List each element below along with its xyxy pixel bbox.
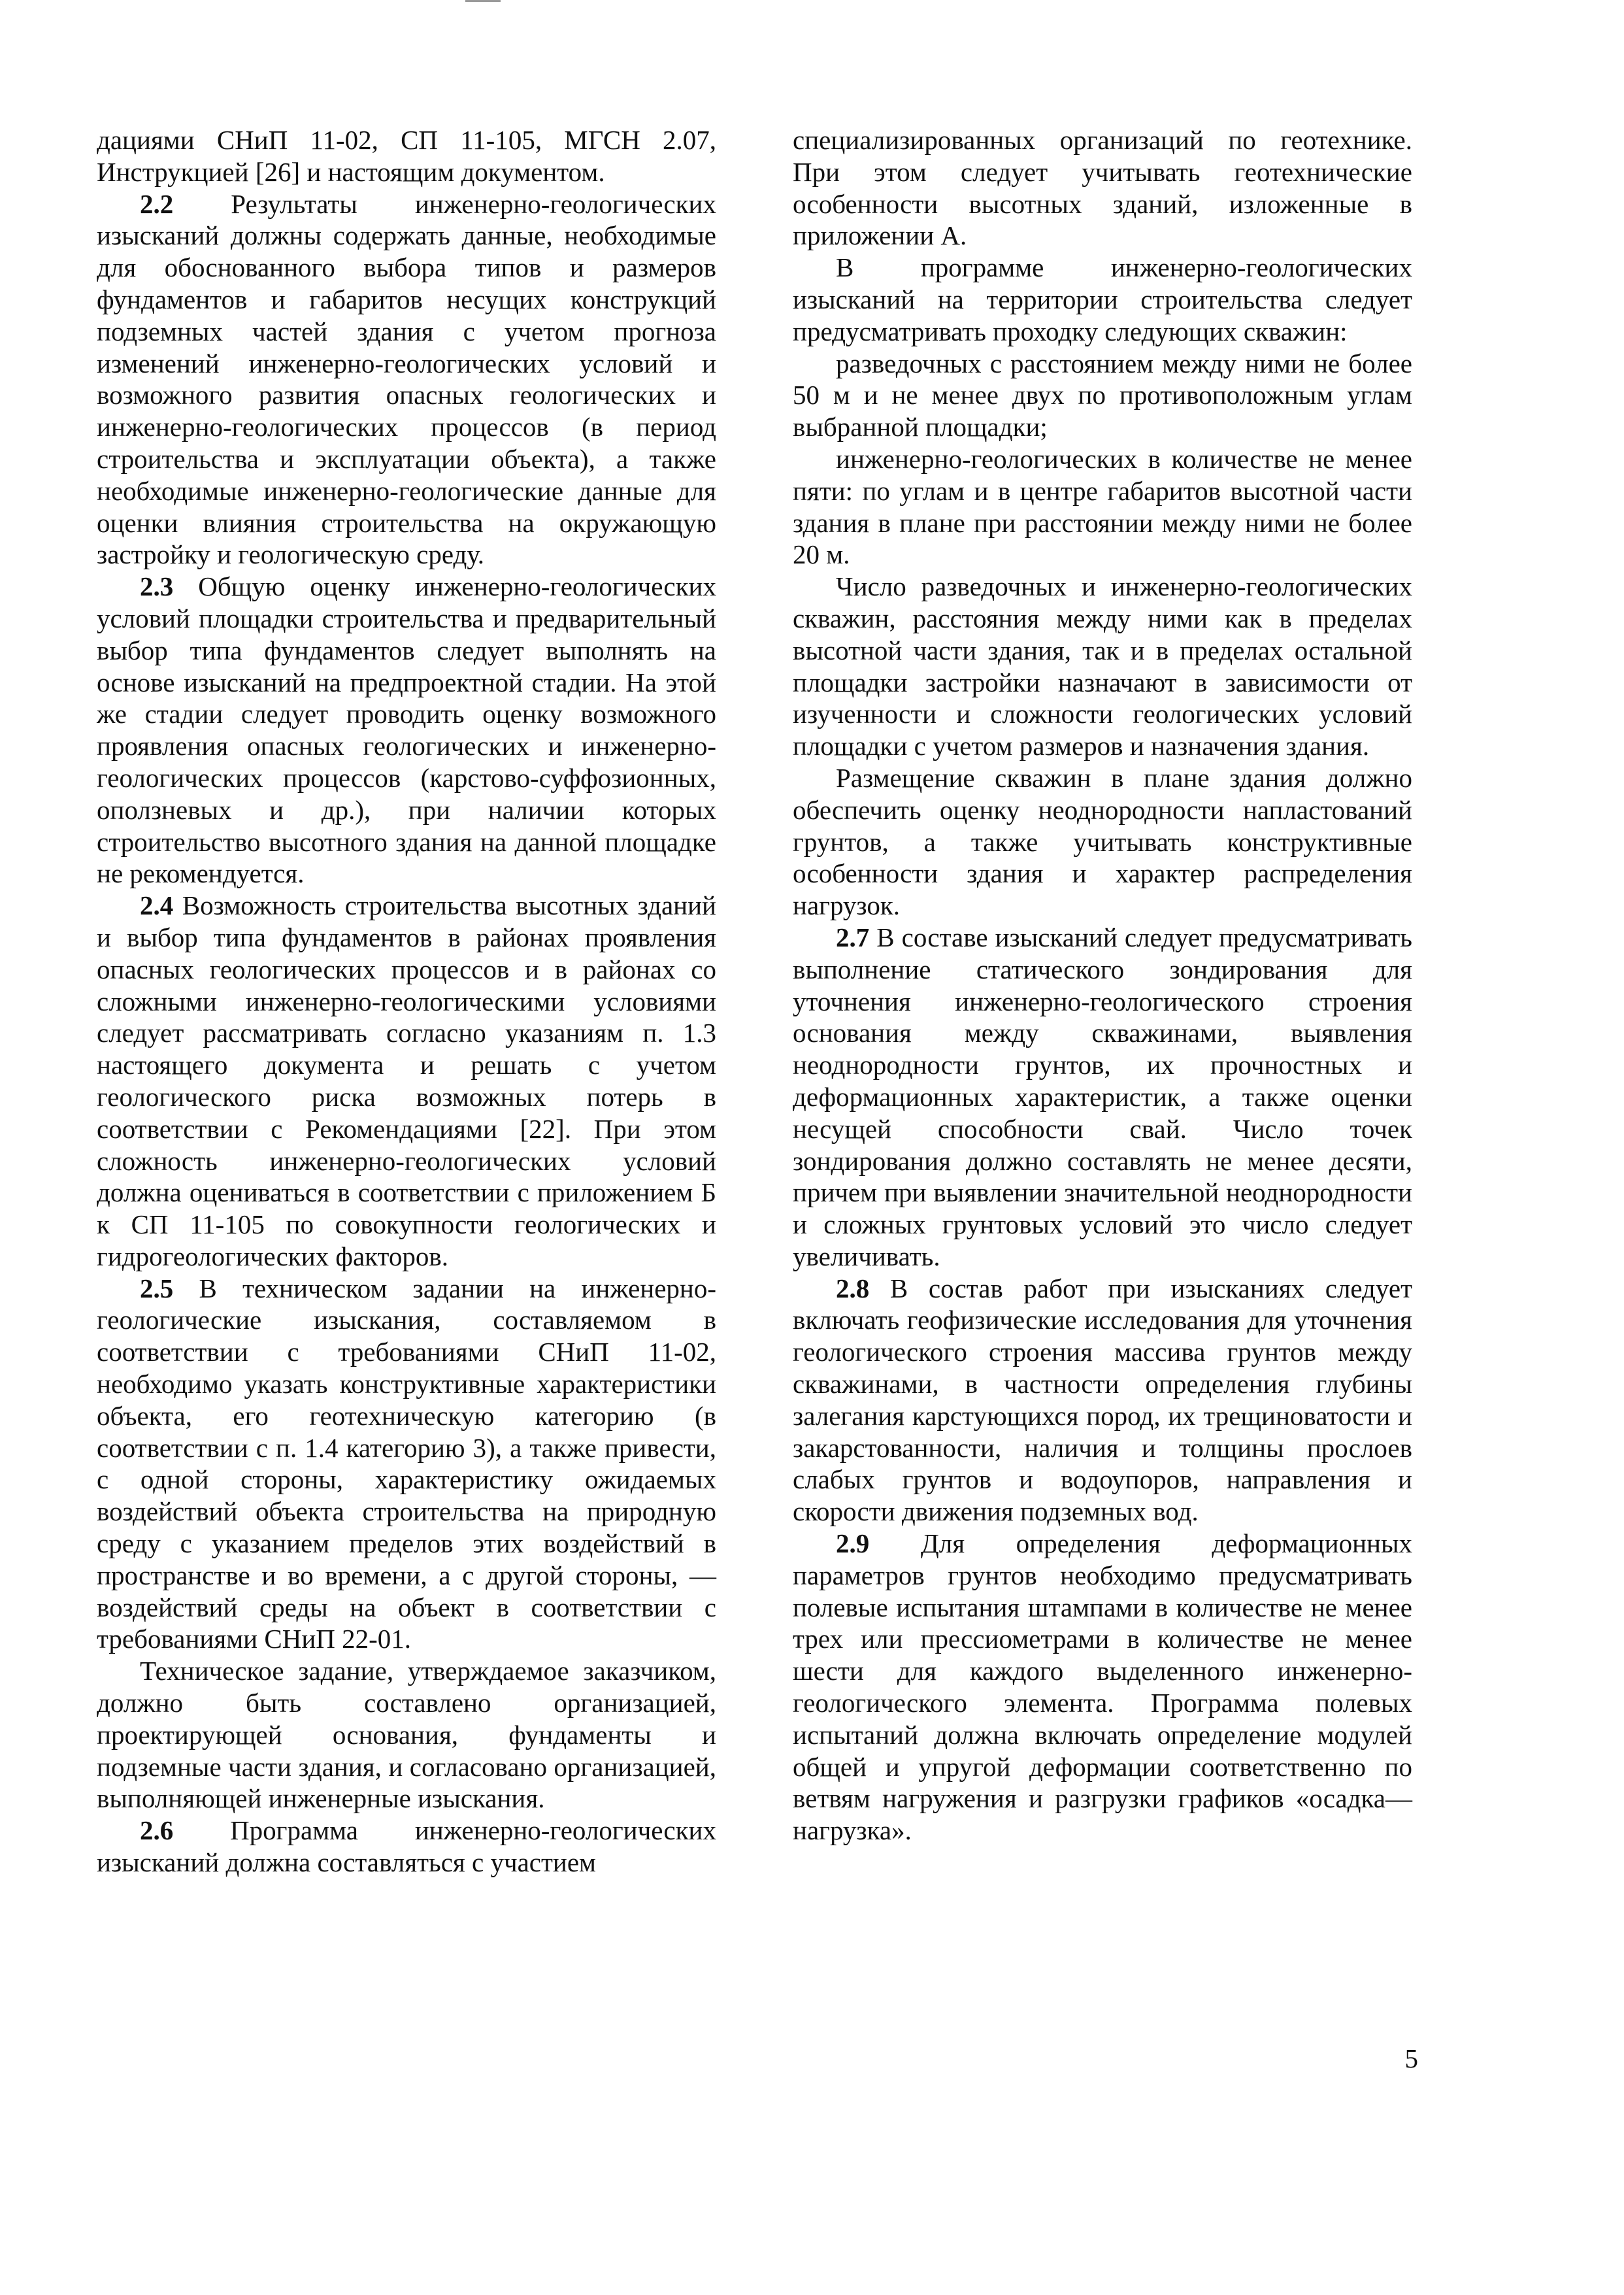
paragraph-2-6 xyxy=(97,1815,716,1879)
paragraph-2-9 xyxy=(793,1528,1412,1847)
section-number: 2.3 xyxy=(140,571,174,602)
paragraph-technical-task: Техническое задание, утверждаемое заказчиком, должно быть составлено организацией, проектирующей основания, фундаменты и подземные части здания, и согласовано организацией, выполняющей инженерные изыскания. xyxy=(97,1656,716,1814)
section-number: 2.2 xyxy=(140,188,174,219)
paragraph-text: Возможность строительства высотных зданий и выбор типа фундаментов в районах проявления опасных геологических процессов и в районах со сложными инженерно-геологическими условиями следует рассматривать согласно указаниям п. 1.3 настоящего документа и решать с учетом геологического риска возможных потерь в соответствии с Рекомендациями [22]. При этом сложность инженерно-геологических условий должна оцениваться в соответствии с приложением Б к СП 11-105 по совокупности геологических и гидрогеологических факторов. xyxy=(97,890,716,1271)
paragraph-text: Программа инженерно-геологических изысканий должна составляться с участием xyxy=(97,1815,716,1878)
paragraph-2-8 xyxy=(793,1273,1412,1528)
paragraph-2-5 xyxy=(97,1273,716,1656)
paragraph-2-7 xyxy=(793,922,1412,1273)
section-number: 2.4 xyxy=(140,890,174,921)
right-column xyxy=(793,124,1412,1847)
paragraph-text: Результаты инженерно-геологических изысканий должны содержать данные, необходимые для обоснованного выбора типов и размеров фундаментов и габаритов несущих конструкций подземных частей здания с учетом прогноза изменений инженерно-геологических условий и возможного развития опасных геологических и инженерно-геологических процессов (в период строительства и эксплуатации объекта), а также необходимые инженерно-геологические данные для оценки влияния строительства на окружающую застройку и геологическую среду. xyxy=(97,188,717,570)
paragraph-program: В программе инженерно-геологических изысканий на территории строительства следует предусматривать проходку следующих скважин: xyxy=(793,252,1412,346)
paragraph-text: В составе изысканий следует предусматривать выполнение статического зондирования для уточнения инженерно-геологического строения основания между скважинами, выявления неоднородности грунтов, их прочностных и деформационных характеристик, а также оценки несущей способности свай. Число точек зондирования должно составлять не менее десяти, причем при выявлении значительной неоднородности и сложных грунтовых условий это число следует увеличивать. xyxy=(793,922,1412,1271)
paragraph-text: В состав работ при изысканиях следует включать геофизические исследования для уточнения геологического строения массива грунтов между скважинами, в частности определения глубины залегания карстующихся пород, их трещиноватости и закарстованности, наличия и толщины прослоев слабых грунтов и водоупоров, направления и скорости движения подземных вод. xyxy=(793,1273,1412,1527)
paragraph-2-3 xyxy=(97,571,716,890)
paragraph-2-4 xyxy=(97,890,716,1273)
section-number: 2.7 xyxy=(836,922,870,952)
top-rule xyxy=(465,0,501,2)
page-number: 5 xyxy=(1404,2043,1418,2073)
section-number: 2.9 xyxy=(836,1528,870,1559)
paragraph-continuation: дациями СНиП 11-02, СП 11-105, МГСН 2.07, Инструкцией [26] и настоящим документом. xyxy=(97,125,716,187)
left-column xyxy=(97,124,716,1879)
section-number: 2.8 xyxy=(836,1273,870,1303)
paragraph-continuation: специализированных организаций по геотехнике. При этом следует учитывать геотехнические особенности высотных зданий, изложенные в приложении А. xyxy=(793,125,1412,251)
paragraph-text: Общую оценку инженерно-геологических условий площадки строительства и предварительный выбор типа фундаментов следует выполнять на основе изысканий на предпроектной стадии. На этой же стадии следует проводить оценку возможного проявления опасных геологических и инженерно-геологических процессов (карстово-суффозионных, оползневых и др.), при наличии которых строительство высотного здания на данной площадке не рекомендуется. xyxy=(97,571,716,889)
paragraph-well-placement: Размещение скважин в плане здания должно обеспечить оценку неоднородности напластований грунтов, а также учитывать конструктивные особенности здания и характер распределения нагрузок. xyxy=(793,762,1412,921)
section-number: 2.6 xyxy=(140,1815,174,1846)
paragraph-well-count: Число разведочных и инженерно-геологических скважин, расстояния между ними как в пределах высотной части здания, так и в пределах остальной площадки застройки назначают в зависимости от изученности и сложности геологических условий площадки с учетом размеров и назначения здания. xyxy=(793,571,1412,762)
paragraph-2-2 xyxy=(97,188,716,571)
list-item-geological-wells: инженерно-геологических в количестве не менее пяти: по углам и в центре габаритов высотной части здания в плане при расстоянии между ними не более 20 м. xyxy=(793,443,1412,570)
paragraph-text: В техническом задании на инженерно-геологические изыскания, составляемом в соответствии с требованиями СНиП 11-02, необходимо указать конструктивные характеристики объекта, его геотехническую категорию (в соответствии с п. 1.4 категорию 3), а также привести, с одной стороны, характеристику ожидаемых воздействий объекта строительства на природную среду с указанием пределов этих воздействий в пространстве и во времени, а с другой стороны, — воздействий среды на объект в соответствии с требованиями СНиП 22-01. xyxy=(97,1273,717,1654)
section-number: 2.5 xyxy=(140,1273,174,1303)
paragraph-text: Для определения деформационных параметров грунтов необходимо предусматривать полевые испытания штампами в количестве не менее трех или прессиометрами в количестве не менее шести для каждого выделенного инженерно-геологического элемента. Программа полевых испытаний должна включать определение модулей общей и упругой деформации соответственно по ветвям нагружения и разгрузки графиков «осадка—нагрузка». xyxy=(793,1528,1412,1846)
list-item-exploration-wells: разведочных с расстоянием между ними не более 50 м и не менее двух по противоположным углам выбранной площадки; xyxy=(793,348,1412,443)
